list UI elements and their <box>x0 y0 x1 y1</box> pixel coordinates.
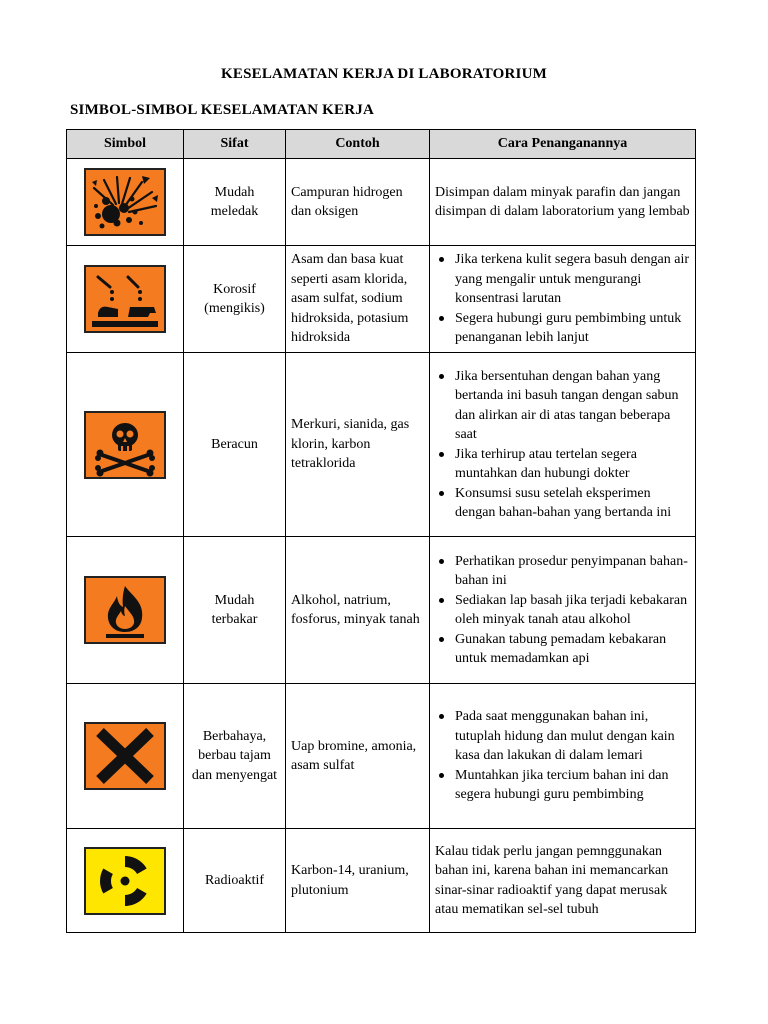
symbol-cell <box>67 829 184 933</box>
cara-text: Disimpan dalam minyak parafin dan jangan disimpan di dalam laboratorium yang lembab <box>435 184 690 219</box>
sifat-cell <box>184 537 286 684</box>
list-item: Perhatikan prosedur penyimpanan bahan-bahan ini <box>455 552 690 591</box>
sifat-text: Radioaktif <box>204 872 265 888</box>
symbol-cell <box>67 684 184 829</box>
table-row <box>67 829 696 933</box>
contoh-cell <box>286 829 430 933</box>
contoh-text: Karbon-14, uranium, plutonium <box>291 863 409 898</box>
sifat-cell <box>184 159 286 246</box>
symbol-cell <box>67 246 184 353</box>
cara-cell <box>430 537 696 684</box>
contoh-text: Alkohol, natrium, fosforus, minyak tanah <box>291 592 420 627</box>
cara-cell <box>430 159 696 246</box>
corrosive-icon <box>84 265 166 333</box>
sifat-cell <box>184 684 286 829</box>
cara-cell <box>430 829 696 933</box>
contoh-text: Merkuri, sianida, gas klorin, karbon tetraklorida <box>291 417 410 472</box>
cara-list <box>435 707 690 805</box>
section-title: SIMBOL-SIMBOL KESELAMATAN KERJA <box>70 102 375 118</box>
symbol-cell <box>67 353 184 537</box>
symbol-cell <box>67 537 184 684</box>
safety-symbols-table <box>66 129 696 933</box>
list-item: Sediakan lap basah jika terjadi kebakaran oleh minyak tanah atau alkohol <box>455 591 690 630</box>
cara-list <box>435 367 690 523</box>
table-row <box>67 159 696 246</box>
sifat-text: Berbahaya, berbau tajam dan menyengat <box>191 728 278 783</box>
list-item: Jika bersentuhan dengan bahan yang bertanda ini basuh tangan dengan sabun dan alirkan air di atas tangan beberapa saat <box>455 367 690 445</box>
cara-cell <box>430 353 696 537</box>
column-header-contoh: Contoh <box>286 130 430 159</box>
contoh-cell <box>286 684 430 829</box>
cara-list <box>435 250 690 348</box>
cara-text: Kalau tidak perlu jangan pemnggunakan bahan ini, karena bahan ini memancarkan sinar-sinar radioaktif yang dapat merusak atau mematikan sel-sel tubuh <box>435 843 669 917</box>
document-title: KESELAMATAN KERJA DI LABORATORIUM <box>221 66 547 82</box>
sifat-cell <box>184 246 286 353</box>
contoh-cell <box>286 537 430 684</box>
column-header-cara: Cara Penanganannya <box>430 130 696 159</box>
sifat-text: Korosif (mengikis) <box>204 281 265 316</box>
table-row <box>67 684 696 829</box>
column-header-sifat: Sifat <box>184 130 286 159</box>
sifat-text: Mudah terbakar <box>211 592 258 627</box>
cara-cell <box>430 246 696 353</box>
list-item: Jika terkena kulit segera basuh dengan air yang mengalir untuk mengurangi konsentrasi larutan <box>455 250 690 309</box>
symbol-cell <box>67 159 184 246</box>
table-row <box>67 537 696 684</box>
flammable-icon <box>84 576 166 644</box>
sifat-cell <box>184 829 286 933</box>
contoh-text: Asam dan basa kuat seperti asam klorida, asam sulfat, sodium hidroksida, potasium hidroksida <box>291 252 409 346</box>
sifat-text: Mudah meledak <box>210 184 259 219</box>
table-header-row <box>67 130 696 159</box>
column-header-simbol: Simbol <box>67 130 184 159</box>
radioactive-icon <box>84 847 166 915</box>
contoh-cell <box>286 353 430 537</box>
contoh-text: Campuran hidrogen dan oksigen <box>291 184 403 219</box>
cara-list <box>435 552 690 669</box>
table-row <box>67 246 696 353</box>
explosive-icon <box>84 168 166 236</box>
list-item: Jika terhirup atau tertelan segera muntahkan dan hubungi dokter <box>455 445 690 484</box>
sifat-text: Beracun <box>211 436 258 452</box>
table-row <box>67 353 696 537</box>
contoh-cell <box>286 159 430 246</box>
contoh-cell <box>286 246 430 353</box>
list-item: Segera hubungi guru pembimbing untuk penanganan lebih lanjut <box>455 309 690 348</box>
harmful-icon <box>84 722 166 790</box>
list-item: Pada saat menggunakan bahan ini, tutuplah hidung dan mulut dengan kain kasa dan lakukan di dalam lemari <box>455 707 690 766</box>
list-item: Konsumsi susu setelah eksperimen dengan bahan-bahan yang bertanda ini <box>455 484 690 523</box>
toxic-icon <box>84 411 166 479</box>
list-item: Muntahkan jika tercium bahan ini dan segera hubungi guru pembimbing <box>455 766 690 805</box>
list-item: Gunakan tabung pemadam kebakaran untuk memadamkan api <box>455 630 690 669</box>
contoh-text: Uap bromine, amonia, asam sulfat <box>291 738 417 773</box>
sifat-cell <box>184 353 286 537</box>
cara-cell <box>430 684 696 829</box>
